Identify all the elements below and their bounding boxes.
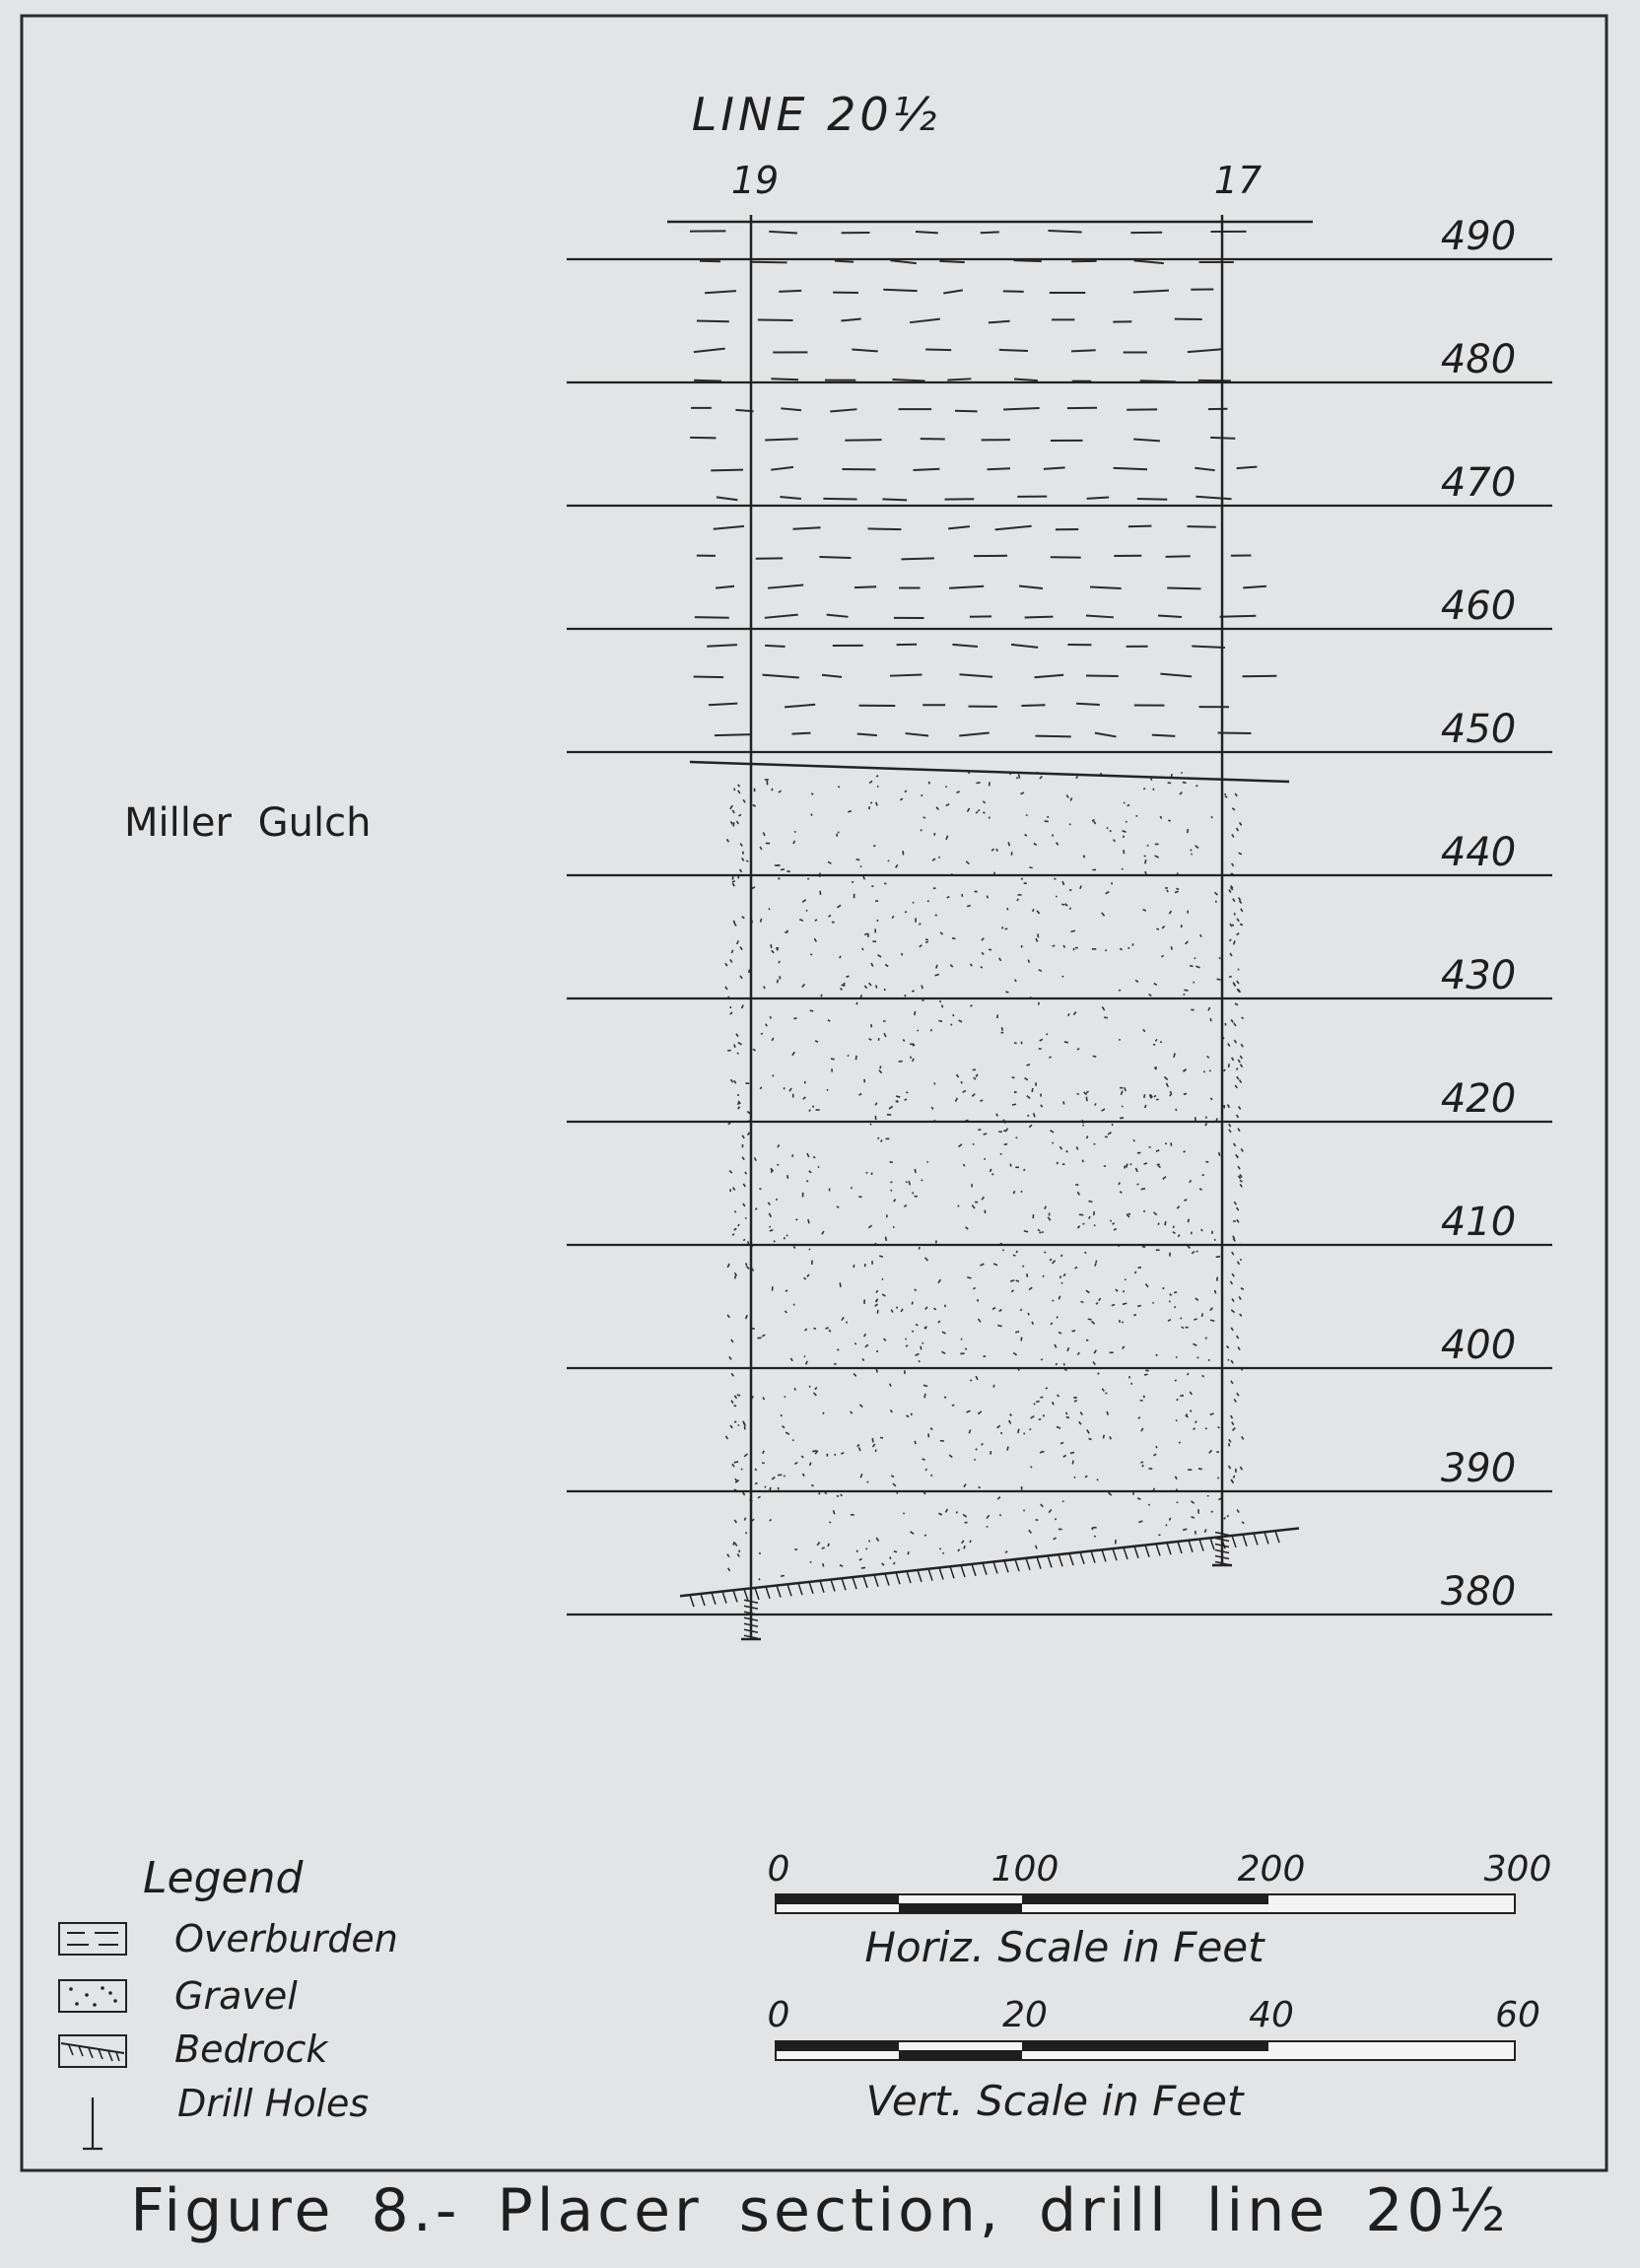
elevation-label-470: 470 [1440,460,1517,506]
horiz-scale-caption: Horiz. Scale in Feet [864,1923,1264,1971]
gravel-pattern-icon [59,1980,126,2012]
bedrock-hatching [690,1531,1279,1607]
elevation-label-380: 380 [1440,1569,1517,1615]
overburden-layer [690,231,1276,736]
elevation-label-390: 390 [1440,1446,1517,1491]
vert-scale-tick-40: 40 [1249,1995,1294,2035]
elevation-labels [1441,214,1516,1615]
figure-caption: Figure 8.- Placer section, drill line 20½ [130,2176,1510,2245]
line-title: LINE 20½ [691,88,941,141]
vert-scale-tick-0: 0 [767,1995,790,2035]
gravel-layer [725,772,1244,1580]
elevation-label-450: 450 [1440,707,1517,752]
overburden-pattern-icon [59,1923,126,1955]
elevation-label-460: 460 [1440,584,1517,629]
elevation-label-480: 480 [1440,337,1517,382]
legend [59,1853,398,2149]
elevation-label-490: 490 [1440,214,1517,259]
elevation-label-440: 440 [1440,830,1517,875]
horiz-scale-tick-200: 200 [1237,1849,1306,1890]
vert-scale-tick-20: 20 [1002,1995,1048,2035]
drill-holes [741,215,1232,1639]
vert-scale-caption: Vert. Scale in Feet [865,2077,1244,2125]
elevation-gridlines [567,259,1552,1615]
horiz-scale-tick-300: 300 [1483,1849,1552,1890]
hole-label-19: 19 [730,159,780,202]
hole-label-17: 17 [1213,159,1263,202]
overburden-gravel-contact [690,762,1289,782]
drawing-frame [22,16,1606,2170]
bedrock-pattern-icon [59,2035,126,2067]
legend-gravel-label: Gravel [174,1974,298,2018]
legend-drill-holes-label: Drill Holes [177,2082,370,2125]
horiz-scale-tick-0: 0 [767,1849,790,1890]
elevation-label-400: 400 [1440,1323,1517,1368]
vertical-scale-bar [768,1995,1540,2125]
horizontal-scale-bar [768,1849,1552,1971]
location-label: Miller Gulch [124,800,372,846]
legend-title: Legend [143,1853,304,1903]
bedrock-surface-line [680,1529,1299,1597]
horiz-scale-tick-100: 100 [991,1849,1059,1890]
elevation-label-430: 430 [1440,953,1517,998]
vert-scale-tick-60: 60 [1495,1995,1540,2035]
elevation-label-410: 410 [1440,1200,1517,1245]
legend-bedrock-label: Bedrock [174,2027,328,2071]
elevation-label-420: 420 [1440,1076,1517,1122]
drill-hole-icon [83,2097,102,2149]
legend-overburden-label: Overburden [174,1917,398,1960]
